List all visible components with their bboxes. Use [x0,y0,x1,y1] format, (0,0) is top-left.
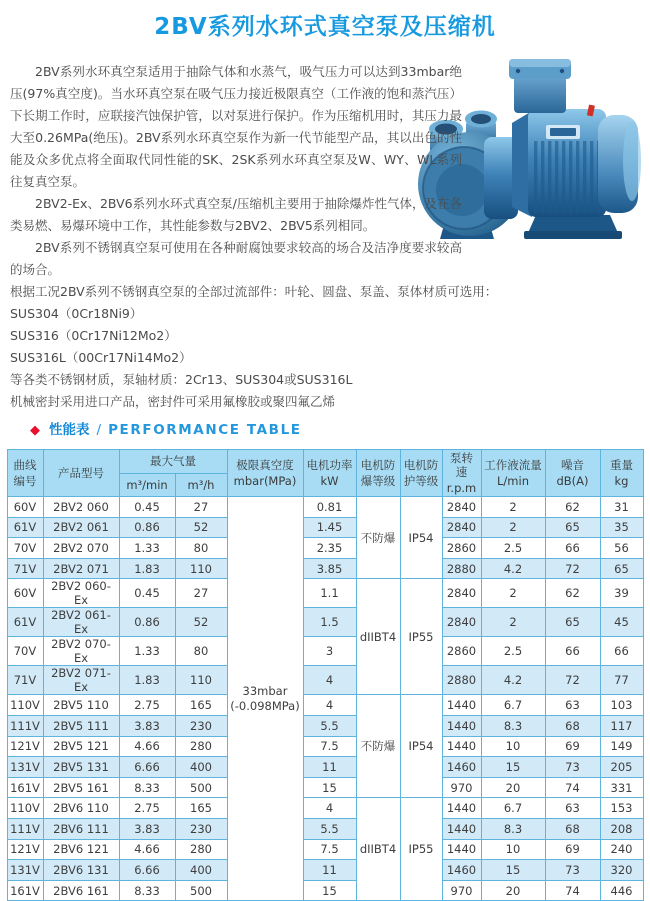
cell-curve-no: 60V [7,579,43,608]
cell-model: 2BV5 131 [43,757,119,778]
cell-motor-power: 5.5 [303,715,356,736]
cell-pump-speed: 1440 [442,798,481,819]
cell-protection-grade: IP54 [400,695,442,798]
col-header-explosion-grade: 电机防 爆等级 [356,450,400,497]
table-row [7,637,643,666]
material-item-sus304: SUS304（0Cr18Ni9） [10,306,143,321]
cell-capacity-m3h: 110 [175,666,227,695]
cell-model: 2BV5 121 [43,736,119,757]
material-item-sus316l: SUS316L（00Cr17Ni14Mo2） [10,350,192,365]
cell-motor-power: 15 [303,777,356,798]
material-item-sus316: SUS316（0Cr17Ni12Mo2） [10,328,177,343]
table-row [7,736,643,757]
cell-model: 2BV5 111 [43,715,119,736]
cell-capacity-m3h: 52 [175,608,227,637]
section-title-separator: / [96,422,102,438]
cell-noise: 68 [545,818,600,839]
cell-noise: 62 [545,579,600,608]
cell-model: 2BV6 111 [43,818,119,839]
table-row [7,839,643,860]
table-row [7,497,643,518]
cell-weight: 39 [600,579,643,608]
cell-pump-speed: 970 [442,880,481,901]
cell-motor-power: 2.35 [303,538,356,559]
cell-motor-power: 5.5 [303,818,356,839]
cell-noise: 74 [545,777,600,798]
cell-pump-speed: 2860 [442,538,481,559]
vacuum-value-line: 33mbar [242,683,288,698]
cell-noise: 72 [545,558,600,579]
cell-model: 2BV5 110 [43,695,119,716]
cell-liquid-flow: 10 [481,839,545,860]
cell-noise: 62 [545,497,600,518]
cell-noise: 66 [545,637,600,666]
cell-liquid-flow: 2.5 [481,637,545,666]
table-row [7,538,643,559]
cell-capacity-m3min: 1.83 [119,558,175,579]
cell-capacity-m3h: 165 [175,798,227,819]
col-header-weight: 重量 kg [600,450,643,497]
performance-table-body [7,497,643,901]
intro-paragraph-2: 2BV2-Ex、2BV6系列水环式真空泵/压缩机主要用于抽除爆炸性气体，及在各类易燃、易爆环境中工作，其性能参数与2BV2、2BV5系列相同。 [10,196,462,233]
cell-protection-grade: IP55 [400,798,442,901]
cell-motor-power: 1.45 [303,517,356,538]
cell-curve-no: 161V [7,880,43,901]
cell-weight: 77 [600,666,643,695]
table-row [7,757,643,778]
cell-capacity-m3min: 0.45 [119,497,175,518]
cell-noise: 63 [545,695,600,716]
cell-noise: 63 [545,798,600,819]
cell-curve-no: 161V [7,777,43,798]
cell-weight: 149 [600,736,643,757]
cell-capacity-m3min: 6.66 [119,757,175,778]
cell-capacity-m3h: 230 [175,715,227,736]
table-row [7,608,643,637]
cell-capacity-m3h: 27 [175,579,227,608]
cell-capacity-m3h: 230 [175,818,227,839]
cell-curve-no: 110V [7,695,43,716]
cell-pump-speed: 2840 [442,497,481,518]
table-row [7,695,643,716]
cell-noise: 68 [545,715,600,736]
intro-paragraph-3: 2BV系列不锈钢真空泵可使用在各种耐腐蚀要求较高的场合及洁净度要求较高的场合。 [10,240,462,277]
cell-capacity-m3min: 2.75 [119,695,175,716]
materials-heading: 根据工况2BV系列不锈钢真空泵的全部过流部件：叶轮、圆盘、泵盖、泵体材质可选用： [10,284,498,299]
cell-weight: 35 [600,517,643,538]
table-row [7,579,643,608]
cell-capacity-m3min: 2.75 [119,798,175,819]
cell-motor-power: 4 [303,695,356,716]
cell-weight: 103 [600,695,643,716]
cell-noise: 73 [545,757,600,778]
cell-capacity-m3min: 4.66 [119,839,175,860]
cell-pump-speed: 1460 [442,860,481,881]
cell-curve-no: 121V [7,839,43,860]
table-row [7,715,643,736]
cell-curve-no: 131V [7,860,43,881]
cell-liquid-flow: 15 [481,860,545,881]
cell-capacity-m3min: 0.45 [119,579,175,608]
table-row [7,880,643,901]
cell-model: 2BV5 161 [43,777,119,798]
cell-curve-no: 121V [7,736,43,757]
col-header-curve-no: 曲线 编号 [7,450,43,497]
cell-noise: 73 [545,860,600,881]
cell-capacity-m3min: 6.66 [119,860,175,881]
col-header-protection-grade: 电机防 护等级 [400,450,442,497]
col-header-m3h: m³/h [175,473,227,497]
cell-capacity-m3min: 3.83 [119,818,175,839]
seal-material-note: 机械密封采用进口产品，密封件可采用氟橡胶或聚四氟乙烯 [10,394,336,409]
performance-section-header [10,417,640,443]
intro-paragraph-1: 2BV系列水环真空泵适用于抽除气体和水蒸气，吸气压力可以达到33mbar绝压(97%真空度)。当水环真空泵在吸气压力接近极限真空（工作液的饱和蒸汽压）下长期工作时，应联接汽蚀保护管，以对泵进行保护。作为压缩机用时，其压力最大至0.26MPa(绝压)。2BV系列水环真空泵作为新一代节能型产品，其以出色的性能及众多优点将全面取代同性能的SK、2SK系列水环真空泵及W、WY、WL系列往复真空泵。 [10,64,462,189]
cell-pump-speed: 2880 [442,558,481,579]
cell-pump-speed: 1440 [442,695,481,716]
cell-weight: 153 [600,798,643,819]
cell-weight: 331 [600,777,643,798]
col-header-vacuum: 极限真空度 mbar(MPa) [227,450,303,497]
cell-pump-speed: 2840 [442,608,481,637]
page-title: 2BV系列水环式真空泵及压缩机 [154,14,496,40]
vacuum-value-line: (-0.098MPa) [230,698,300,713]
cell-capacity-m3min: 3.83 [119,715,175,736]
cell-motor-power: 4 [303,666,356,695]
cell-model: 2BV2 060 [43,497,119,518]
cell-model: 2BV2 070 [43,538,119,559]
table-row [7,818,643,839]
cell-motor-power: 3.85 [303,558,356,579]
performance-table-head [7,450,643,497]
cell-liquid-flow: 6.7 [481,798,545,819]
cell-weight: 208 [600,818,643,839]
cell-liquid-flow: 20 [481,880,545,901]
cell-explosion-grade: dIIBT4 [356,579,400,695]
shaft-material-note: 等各类不锈钢材质，泵轴材质：2Cr13、SUS304或SUS316L [10,372,353,387]
cell-liquid-flow: 2 [481,497,545,518]
cell-liquid-flow: 6.7 [481,695,545,716]
cell-motor-power: 4 [303,798,356,819]
cell-curve-no: 61V [7,608,43,637]
cell-noise: 65 [545,608,600,637]
col-header-max-capacity: 最大气量 [119,450,227,474]
cell-model: 2BV2 061 [43,517,119,538]
cell-capacity-m3min: 1.33 [119,538,175,559]
cell-weight: 56 [600,538,643,559]
cell-capacity-m3h: 27 [175,497,227,518]
col-header-power: 电机功率 kW [303,450,356,497]
table-row [7,558,643,579]
cell-motor-power: 11 [303,757,356,778]
cell-weight: 65 [600,558,643,579]
cell-pump-speed: 1440 [442,839,481,860]
cell-liquid-flow: 2.5 [481,538,545,559]
cell-capacity-m3min: 4.66 [119,736,175,757]
cell-motor-power: 1.1 [303,579,356,608]
cell-explosion-grade: dIIBT4 [356,798,400,901]
cell-motor-power: 3 [303,637,356,666]
cell-capacity-m3min: 0.86 [119,608,175,637]
cell-motor-power: 1.5 [303,608,356,637]
table-row [7,777,643,798]
performance-table [7,449,644,901]
cell-capacity-m3h: 500 [175,880,227,901]
cell-explosion-grade: 不防爆 [356,497,400,579]
cell-noise: 74 [545,880,600,901]
cell-liquid-flow: 4.2 [481,558,545,579]
table-row [7,666,643,695]
cell-liquid-flow: 15 [481,757,545,778]
cell-noise: 72 [545,666,600,695]
cell-weight: 66 [600,637,643,666]
cell-liquid-flow: 10 [481,736,545,757]
cell-capacity-m3h: 400 [175,757,227,778]
cell-capacity-m3h: 500 [175,777,227,798]
col-header-speed: 泵转速 r.p.m [442,450,481,497]
cell-pump-speed: 970 [442,777,481,798]
cell-weight: 446 [600,880,643,901]
diamond-icon: ◆ [30,423,40,438]
col-header-noise: 噪音 dB(A) [545,450,600,497]
section-title-cn: 性能表 [49,422,90,438]
col-header-model: 产品型号 [43,450,119,497]
cell-model: 2BV2 071 [43,558,119,579]
cell-curve-no: 60V [7,497,43,518]
cell-pump-speed: 1440 [442,715,481,736]
cell-curve-no: 61V [7,517,43,538]
cell-curve-no: 70V [7,538,43,559]
cell-motor-power: 15 [303,880,356,901]
cell-capacity-m3h: 165 [175,695,227,716]
cell-weight: 240 [600,839,643,860]
table-row [7,860,643,881]
cell-capacity-m3h: 280 [175,839,227,860]
cell-pump-speed: 1440 [442,736,481,757]
cell-noise: 69 [545,736,600,757]
cell-noise: 65 [545,517,600,538]
cell-weight: 117 [600,715,643,736]
pump-product-image [472,49,640,237]
cell-protection-grade: IP54 [400,497,442,579]
cell-explosion-grade: 不防爆 [356,695,400,798]
col-header-flow: 工作液流量 L/min [481,450,545,497]
cell-curve-no: 71V [7,666,43,695]
cell-pump-speed: 1460 [442,757,481,778]
cell-capacity-m3min: 8.33 [119,777,175,798]
cell-capacity-m3min: 1.83 [119,666,175,695]
cell-weight: 45 [600,608,643,637]
section-title-en: PERFORMANCE TABLE [108,422,302,438]
cell-motor-power: 11 [303,860,356,881]
cell-liquid-flow: 8.3 [481,715,545,736]
cell-capacity-m3h: 110 [175,558,227,579]
cell-weight: 320 [600,860,643,881]
cell-motor-power: 7.5 [303,839,356,860]
cell-capacity-m3min: 8.33 [119,880,175,901]
cell-motor-power: 0.81 [303,497,356,518]
cell-curve-no: 70V [7,637,43,666]
cell-weight: 31 [600,497,643,518]
cell-curve-no: 131V [7,757,43,778]
cell-noise: 69 [545,839,600,860]
product-document-page [0,8,650,898]
cell-capacity-m3min: 1.33 [119,637,175,666]
cell-model: 2BV6 121 [43,839,119,860]
cell-liquid-flow: 2 [481,517,545,538]
cell-capacity-m3h: 80 [175,538,227,559]
cell-liquid-flow: 4.2 [481,666,545,695]
cell-curve-no: 111V [7,818,43,839]
cell-noise: 66 [545,538,600,559]
cell-pump-speed: 2880 [442,666,481,695]
table-row [7,517,643,538]
cell-liquid-flow: 2 [481,608,545,637]
cell-capacity-m3h: 280 [175,736,227,757]
cell-model: 2BV2 071-Ex [43,666,119,695]
cell-pump-speed: 1440 [442,818,481,839]
cell-liquid-flow: 2 [481,579,545,608]
cell-model: 2BV6 110 [43,798,119,819]
cell-curve-no: 71V [7,558,43,579]
intro-section [10,61,640,413]
cell-liquid-flow: 8.3 [481,818,545,839]
cell-model: 2BV2 070-Ex [43,637,119,666]
cell-capacity-m3h: 400 [175,860,227,881]
cell-pump-speed: 2840 [442,517,481,538]
cell-ultimate-vacuum [227,497,303,901]
cell-model: 2BV6 161 [43,880,119,901]
cell-model: 2BV2 061-Ex [43,608,119,637]
cell-capacity-m3h: 80 [175,637,227,666]
cell-motor-power: 7.5 [303,736,356,757]
cell-liquid-flow: 20 [481,777,545,798]
cell-curve-no: 111V [7,715,43,736]
cell-pump-speed: 2860 [442,637,481,666]
cell-model: 2BV2 060-Ex [43,579,119,608]
cell-protection-grade: IP55 [400,579,442,695]
col-header-m3min: m³/min [119,473,175,497]
materials-block [10,281,640,413]
cell-capacity-m3h: 52 [175,517,227,538]
cell-curve-no: 110V [7,798,43,819]
cell-model: 2BV6 131 [43,860,119,881]
table-row [7,798,643,819]
cell-pump-speed: 2840 [442,579,481,608]
cell-weight: 205 [600,757,643,778]
cell-capacity-m3min: 0.86 [119,517,175,538]
